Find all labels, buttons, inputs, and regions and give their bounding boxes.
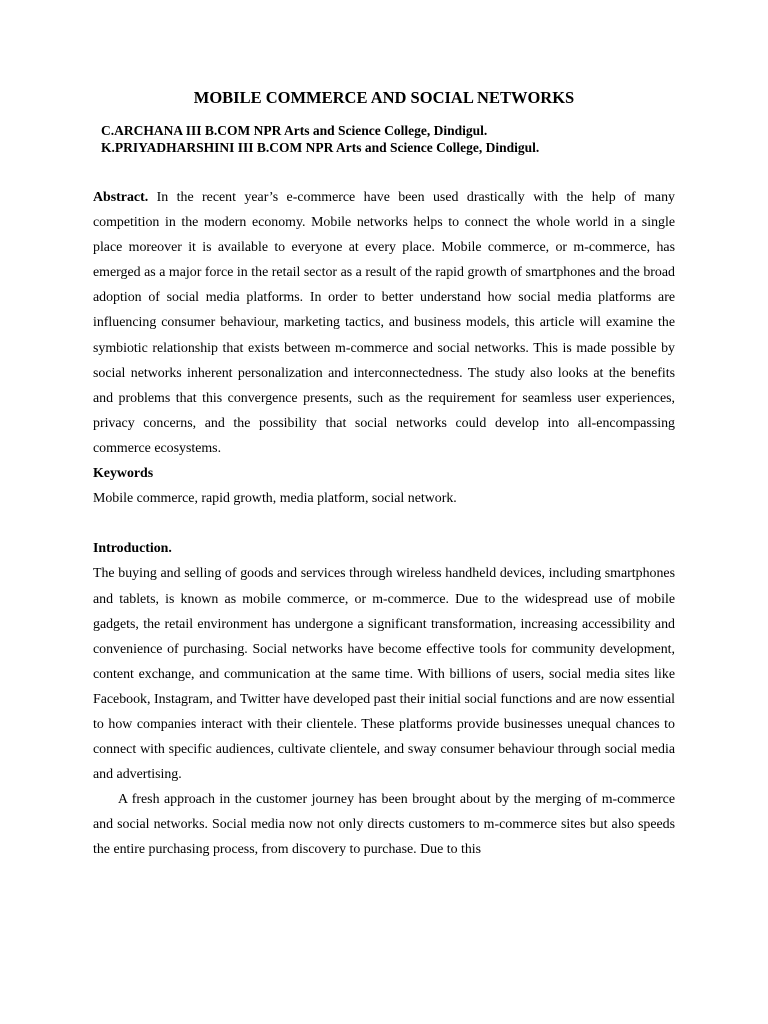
author-line: K.PRIYADHARSHINI III B.COM NPR Arts and Science College, Dindigul.	[101, 140, 540, 155]
section-spacer	[93, 511, 675, 536]
introduction-heading: Introduction.	[93, 541, 172, 557]
author-line: C.ARCHANA III B.COM NPR Arts and Science College, Dindigul.	[101, 123, 488, 138]
keywords-heading: Keywords	[93, 466, 154, 482]
introduction-paragraph: A fresh approach in the customer journey has been brought about by the merging of m-commerce and social networks. Social media now not only directs customers to m-commerce sites but also speeds the entire purchasing process, from discovery to purchase. Due to this	[93, 792, 675, 858]
abstract-text: In the recent year’s e-commerce have been used drastically with the help of many competition in the modern economy. Mobile networks helps to connect the whole world in a single place moreover it is available to everyone at every place. Mobile commerce, or m-commerce, has emerged as a major force in the retail sector as a result of the rapid growth of smartphones and the broad adoption of social media platforms. In order to better understand how social media platforms are influencing consumer behaviour, marketing tactics, and business models, this article will examine the symbiotic relationship that exists between m-commerce and social networks. This is made possible by social networks inherent personalization and interconnectedness. The study also looks at the benefits and problems that this convergence presents, such as the requirement for seamless user experiences, privacy concerns, and the possibility that social networks could develop into all-encompassing commerce ecosystems.	[93, 190, 675, 456]
abstract-label: Abstract.	[93, 190, 149, 205]
keywords-text: Mobile commerce, rapid growth, media platform, social network.	[93, 491, 457, 507]
author-block	[101, 122, 701, 156]
introduction-paragraph: The buying and selling of goods and services through wireless handheld devices, including smartphones and tablets, is known as mobile commerce, or m-commerce. Due to the widespread use of mobile gadgets, the retail environment has undergone a significant transformation, increasing accessibility and convenience of purchasing. Social networks have become effective tools for community development, content exchange, and communication at the same time. With billions of users, social media sites like Facebook, Instagram, and Twitter have developed past their initial social functions and are now essential to how companies interact with their clientele. These platforms provide businesses unequal chances to connect with specific audiences, cultivate clientele, and sway consumer behaviour through social media and advertising.	[93, 566, 675, 783]
abstract-paragraph	[93, 185, 675, 461]
paper-title: MOBILE COMMERCE AND SOCIAL NETWORKS	[193, 88, 575, 107]
paper-body	[93, 185, 675, 863]
